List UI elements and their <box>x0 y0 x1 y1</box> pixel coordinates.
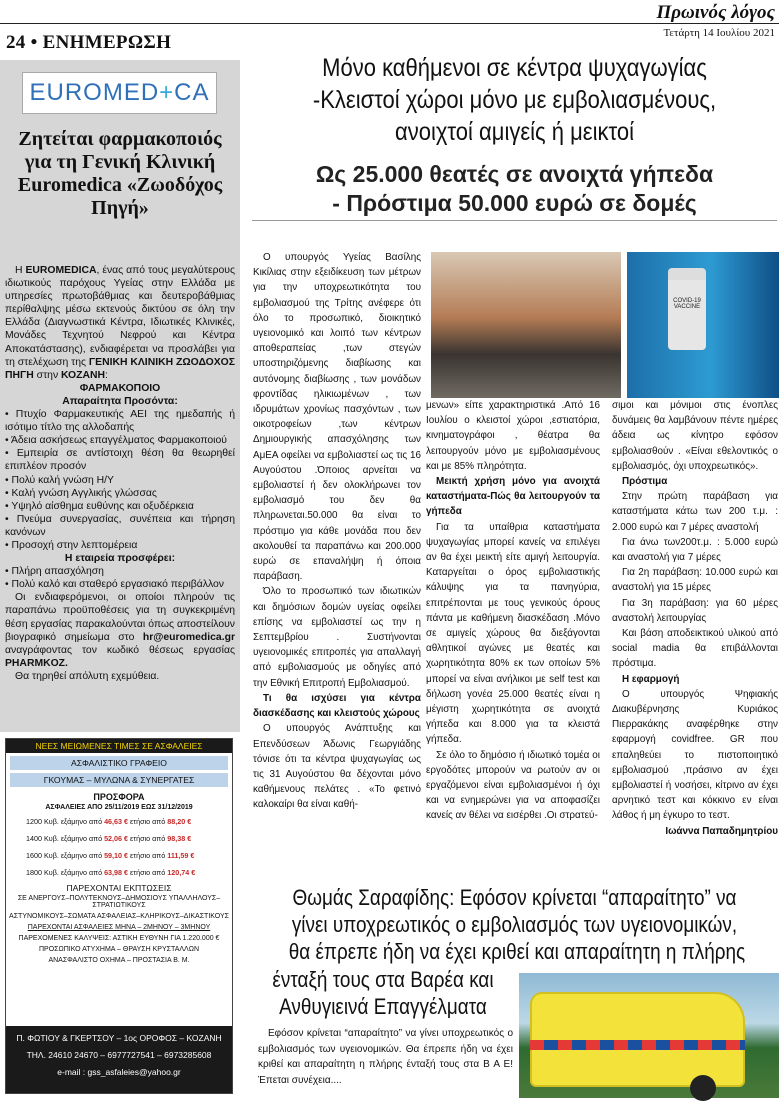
job-ad-body <box>5 264 235 683</box>
offer-item: • Πλήρη απασχόληση <box>5 566 104 578</box>
article-column-3: σιμοι και μόνιμοι στις ένοπλες δυνάμεις θα λαμβάνουν πέντε ημέρες άδεια ως κίνητρο εφόσον εμβολιασθούν . «Είναι εθελοντικός ο εμβολιασμός, όχι υποχρεωτικός». Πρόστιμα Στην πρώτη παράβαση για καταστήματα κάτω των 200 τ.μ. : 2.000 ευρώ και 7 μέρες αναστολή Για άνω των200τ.μ. : 5.000 ευρώ και αναστολή για 7 μέρες Για 2η παράβαση: 10.000 ευρώ και αναστολή για 15 μέρες Για 3η παράβαση: για 60 μέρες αναστολή λειτουργίας Και βάση αποδεικτικού υλικού από social madia θα επιβάλλονται πρόστιμα. Η εφαρμογή Ο υπουργός Ψηφιακής Διακυβέρνησης Κυριάκος Πιερρακάκης αναφέρθηκε στην εφαρμογή covidfree. GR που επαληθεύει το πιστοποιητικό εμβολιασμού ,πράσινο αν έχει εμβολιαστεί ή νοσήσει, κίτρινο αν έχει αρνητικό τεστ και κόκκινο εν είναι λάθος ή μη έγκυρο το τεστ. Ιωάννα Παπαδημητρίου <box>612 398 778 878</box>
discount-groups: ΣΕ ΑΝΕΡΓΟΥΣ–ΠΟΛΥΤΕΚΝΟΥΣ–ΔΗΜΟΣΙΟΥΣ ΥΠΑΛΛΗΛΟΥΣ–ΣΤΡΑΤΙΩΤΙΚΟΥΣ <box>17 895 221 909</box>
ambulance-wheel <box>690 1075 716 1101</box>
fine-item: Για 2η παράβαση: 10.000 ευρώ και αναστολή για 15 μέρες <box>612 567 778 594</box>
author: Ιωάννα Παπαδημητρίου <box>665 825 778 837</box>
price-row: 1400 Κυβ. εξάμηνο από 52,06 € ετήσιο από 98,38 € <box>26 834 192 843</box>
subheading: Μεικτή χρήση μόνο για ανοιχτά καταστήματα-Πώς θα λειτουργούν τα γήπεδα <box>426 476 600 518</box>
requirement-item: • Πολύ καλή γνώση Η/Υ <box>5 474 114 486</box>
article-subheadline: Ως 25.000 θεατές σε ανοιχτά γήπεδα - Πρόστιμα 50.000 ευρώ σε δομές <box>315 161 714 216</box>
offer-item: • Πολύ καλό και σταθερό εργασιακό περιβάλλον <box>5 579 224 591</box>
euromedica-logo: EUROMED+CA <box>22 72 217 114</box>
requirement-item: • Άδεια ασκήσεως επαγγέλματος Φαρμακοποιού <box>5 435 227 447</box>
monthly-policies: ΠΑΡΕΧΟΝΤΑΙ ΑΣΦΑΛΕΙΕΣ ΜΗΝΑ – 2ΜΗΝΟΥ – 3ΜΗΝΟΥ <box>27 924 211 931</box>
insurance-contact <box>6 1026 232 1093</box>
price-row: 1200 Κυβ. εξάμηνο από 46,63 € ετήσιο από 88,20 € <box>26 817 192 826</box>
subheading: Η εφαρμογή <box>622 673 680 685</box>
fine-item: Στην πρώτη παράβαση για καταστήματα κάτω των 200 τ.μ. : 2.000 ευρώ και 7 μέρες αναστολή <box>612 491 778 533</box>
insurance-phone: ΤΗΛ. 24610 24670 – 6977727541 – 6973285608 <box>26 1050 212 1060</box>
article-column-1: Ο υπουργός Υγείας Βασίλης Κικίλιας στην εξειδίκευση των μέτρων για την υποχρεωτικότητα του εμβολιασμού της Τρίτης ανέφερε ότι όλο το προσωπικό, διοικητικό υγειονομικό και λοιπό των κέντρων αποθεραπείας ,των στεγών υποστηριζόμενης διαβίωσης και αυτόνομης διαβίωσης , των μονάδων φροντίδας ηλικιωμένων , των ιδρυμάτων χρονίως πασχόντων , των οικοτροφείων ,των κέντρων Δημιουργικής απασχόλησης των ΑμΕΑ οφείλει να εμβολιαστεί ως τις 16 Αυγούστου .Όποιος αρνείται να εμβολιαστεί ή δεν ολοκλήρωνει τον εμβολιασμό του δεν θα πληρωνεται.50.000 θα είναι το πρόστιμο για κάθε μονάδα που δεν ακολουθεί τα παραπάνω και 200.000 ευρώ σε επαναλήψη ή όποια παράβαση. Όλο το προσωπικό των ιδιωτικών και δημόσιων δομών υγείας οφείλει επίσης να εμβολιαστεί ως την η Σεπτεμβρίου . Συστήνονται υγειονομικές επιτροπές για απαλλαγή από εμβολιασμούς με οδηγίες από την Εθνική Επιτροπή Εμβολιασμού. Τι θα ισχύσει για κέντρα διασκέδασης και κλειστούς χώρους Ο υπουργός Ανάπτυξης και Επενδύσεων Άδωνις Γεωργιάδης τόνισε ότι τα κέντρα ψυχαγωγίας ως τις 31 Αυγούστου θα δέχονται μόνο καθήμενους πελάτες . «Το φετινό καλοκαίρι θα είναι καθή- <box>253 252 421 811</box>
requirement-item: • Πτυχίο Φαρμακευτικής ΑΕΙ της ημεδαπής ή ισότιμο τίτλο της αλλοδαπής <box>5 409 235 434</box>
article2-headline-cont: ένταξή τους στα Βαρέα και Ανθυγιεινά Επαγγέλματα <box>272 967 494 1019</box>
requirement-item: • Προσοχή στην λεπτομέρεια <box>5 539 138 551</box>
fine-item: Για 3η παράβαση: για 60 μέρες αναστολή λειτουργίας <box>612 597 778 624</box>
job-ad-title: Ζητείται φαρμακοποιός για τη Γενική Κλινική Euromedica «Ζωοδόχος Πηγή» <box>17 128 223 219</box>
headline-rule <box>252 220 777 221</box>
insurance-partners: ΓΚΟΥΜΑΣ – ΜΥΛΩΝΑ & ΣΥΝΕΡΓΑΤΕΣ <box>10 773 228 787</box>
confidentiality-note: Θα τηρηθεί απόλυτη εχεμύθεια. <box>15 670 160 682</box>
requirements-title: Απαραίτητα Προσόντα: <box>62 395 178 407</box>
offers-title: Η εταιρεία προσφέρει: <box>64 553 176 565</box>
extras-text: ΠΡΟΣΩΠΙΚΟ ΑΤΥΧΗΜΑ – ΘΡΑΥΣΗ ΚΡΥΣΤΑΛΛΩΝ <box>38 946 200 953</box>
insurance-address: Π. ΦΩΤΙΟΥ & ΓΚΕΡΤΣΟΥ – 1ος ΟΡΟΦΟΣ – ΚΟΖΑΝΗ <box>16 1033 222 1043</box>
apply-text: Οι ενδιαφερόμενοι, οι οποίοι πληρούν τις παραπάνω προϋποθέσεις για τη συγκεκριμένη θέση εργασίας παρακαλούνται όπως αποστείλουν βιογραφικό σημείωμα στο hr@euromedica.gr αναγράφοντας τον κωδικό θέσεως εργασίας PHARMKOZ. <box>5 592 235 669</box>
requirement-item: • Εμπειρία σε αντίστοιχη θέση θα θεωρηθεί επιπλέον προσόν <box>5 448 235 473</box>
article-column-2: μενων» είπε χαρακτηριστικά .Από 16 Ιουλίου ο κλειστοί χώροι ,εστιατόρια, κινηματογράφοι , θέατρα θα λειτουργούν μόνο με εμβολιασμένους και με 85% πληρότητα. Μεικτή χρήση μόνο για ανοιχτά καταστήματα-Πώς θα λειτουργούν τα γήπεδα Για τα υπαίθρια καταστήματα ψυχαγωγίας μπορεί κανείς να επιλέγει αν θα έχει μεικτή είτε αμιγή λειτουργία. Καταργείται ο όρος εμβολιαστικής κάλυψης για τα πανηγύρια, επιτρέπονται με τους γενικούς όρους πάντα με καθήμενη διασκέδαση .Μόνο σε αμιγείς χώρους θα διεξάγονται αθλητικοί αγώνες με θεατές και χωρητικότητα 80% εκ των οποίων 5% μπορεί να είναι ανήλικοι με self test και δήλωση γονέα 25.000 θεατές είναι η μέγιστη χωρητικότητα σε ανοιχτά γήπεδα και 8.000 για τα κλειστά γήπεδα. Σε όλο το δημόσιο ή ιδιωτικό τομέα οι εργοδότες μπορούν να ρωτούν αν οι εργαζόμενοι είναι εμβολιασμένοι ή όχι και να ενημερώνει για να αποφασίζει κανείς αν θέλει να εισέρθει .Οι στρατεύ- <box>426 400 600 822</box>
insurance-office: ΑΣΦΑΛΙΣΤΙΚΟ ΓΡΑΦΕΙΟ <box>10 756 228 770</box>
discount-groups-2: ΑΣΤΥΝΟΜΙΚΟΥΣ–ΣΩΜΑΤΑ ΑΣΦΑΛΕΙΑΣ–ΚΛΗΡΙΚΟΥΣ–ΔΙΚΑΣΤΙΚΟΥΣ <box>9 913 229 920</box>
insurance-banner: ΝΕΕΣ ΜΕΙΩΜΕΝΕΣ ΤΙΜΕΣ ΣΕ ΑΣΦΑΛΕΙΕΣ <box>6 739 232 753</box>
issue-date: Τετάρτη 14 Ιουλίου 2021 <box>663 27 775 39</box>
price-row: 1800 Κυβ. εξάμηνο από 63,98 € ετήσιο από 120,74 € <box>26 868 196 877</box>
insurance-email[interactable]: e-mail : gss_asfaleies@yahoo.gr <box>57 1067 181 1077</box>
requirement-item: • Υψηλό αίσθημα ευθύνης και οξυδέρκεια <box>5 500 194 512</box>
article-headline: Μόνο καθήμενοι σε κέντρα ψυχαγωγίας -Κλειστοί χώροι μόνο με εμβολιασμένους, ανοιχτοί αμιγείς ή μεικτοί <box>312 54 717 146</box>
fine-item: Και βάση αποδεικτικού υλικού από social madia θα επιβάλλονται πρόστιμα. <box>612 628 778 670</box>
insurance-ad <box>5 738 233 1094</box>
fine-item: Για άνω των200τ.μ. : 5.000 ευρώ και αναστολή για 7 μέρες <box>612 536 778 564</box>
apply-email[interactable]: hr@euromedica.gr <box>142 631 235 643</box>
header-rule <box>0 23 779 24</box>
requirement-item: • Καλή γνώση Αγγλικής γλώσσας <box>5 487 157 499</box>
masthead: Πρωινός λόγος <box>656 2 775 23</box>
requirement-item: • Πνεύμα συνεργασίας, συνέπεια και τήρηση κανόνων <box>5 513 235 538</box>
subheading: Τι θα ισχύσει για κέντρα διασκέδασης και κλειστούς χώρους <box>253 692 421 720</box>
offer-period: ΑΣΦΑΛΕΙΕΣ ΑΠΟ 25/11/2019 ΕΩΣ 31/12/2019 <box>45 804 193 811</box>
coverage-text: ΠΑΡΕΧΟΜΕΝΕΣ ΚΑΛΥΨΕΙΣ: ΑΣΤΙΚΗ ΕΥΘΥΝΗ ΓΙΑ 1.220.000 € <box>18 935 220 942</box>
job-ad-intro: Η EUROMEDICA, ένας από τους μεγαλύτερους ιδιωτικούς παρόχους Υγείας στην Ελλάδα με υπηρεσίες πρωτοβάθμιας και δευτεροβάθμιας περίθαλψης μέσω εκτενούς δικτύου σε όλη την Ελλάδα (Διαγνωστικά Κέντρα, Ιδιωτικές Κλινικές, Μονάδες Τεχνητού Νεφρού και Κέντρα Αποκατάστασης), ενδιαφέρεται να προσλάβει για τη στελέχωση της ΓΕΝΙΚΗ ΚΛΙΝΙΚΗ ΖΩΟΔΟΧΟΣ ΠΗΓΗ στην ΚΟΖΑΝΗ: <box>5 265 235 381</box>
vial-label: COVID-19 VACCINE <box>673 298 701 310</box>
restaurant-photo <box>431 252 621 398</box>
discounts-title: ΠΑΡΕΧΟΝΤΑΙ ΕΚΠΤΩΣΕΙΣ <box>66 883 172 893</box>
article2-body: Εφόσον κρίνεται “απαραίτητο” να γίνει υποχρεωτικός ο εμβολιασμός των υγειονομικών. Θα έπρεπε ήδη να έχει κριθεί και απαραίτητη η πλήρης ένταξή τους στα Β Α Ε! Έπεται συνέχεια.... <box>258 1028 513 1086</box>
subheading: Πρόστιμα <box>622 476 668 488</box>
job-position: ΦΑΡΜΑΚΟΠΟΙΟ <box>79 382 161 394</box>
section-title: 24 • ΕΝΗΜΕΡΩΣΗ <box>6 32 172 53</box>
extras-text-2: ΑΝΑΣΦΑΛΙΣΤΟ ΟΧΗΜΑ – ΠΡΟΣΤΑΣΙΑ Β. Μ. <box>48 957 190 964</box>
ambulance-stripe <box>530 1040 745 1050</box>
offer-title: ΠΡΟΣΦΟΡΑ <box>93 792 145 802</box>
article2-headline: Θωμάς Σαραφίδης: Εφόσον κρίνεται “απαραίτητο” να γίνει υποχρεωτικός ο εμβολιασμός των υγειονομικών, θα έπρεπε ήδη να έχει κριθεί και απαραίτητη η πλήρης <box>288 885 746 964</box>
price-row: 1600 Κυβ. εξάμηνο από 59,10 € ετήσιο από 111,59 € <box>26 851 195 860</box>
